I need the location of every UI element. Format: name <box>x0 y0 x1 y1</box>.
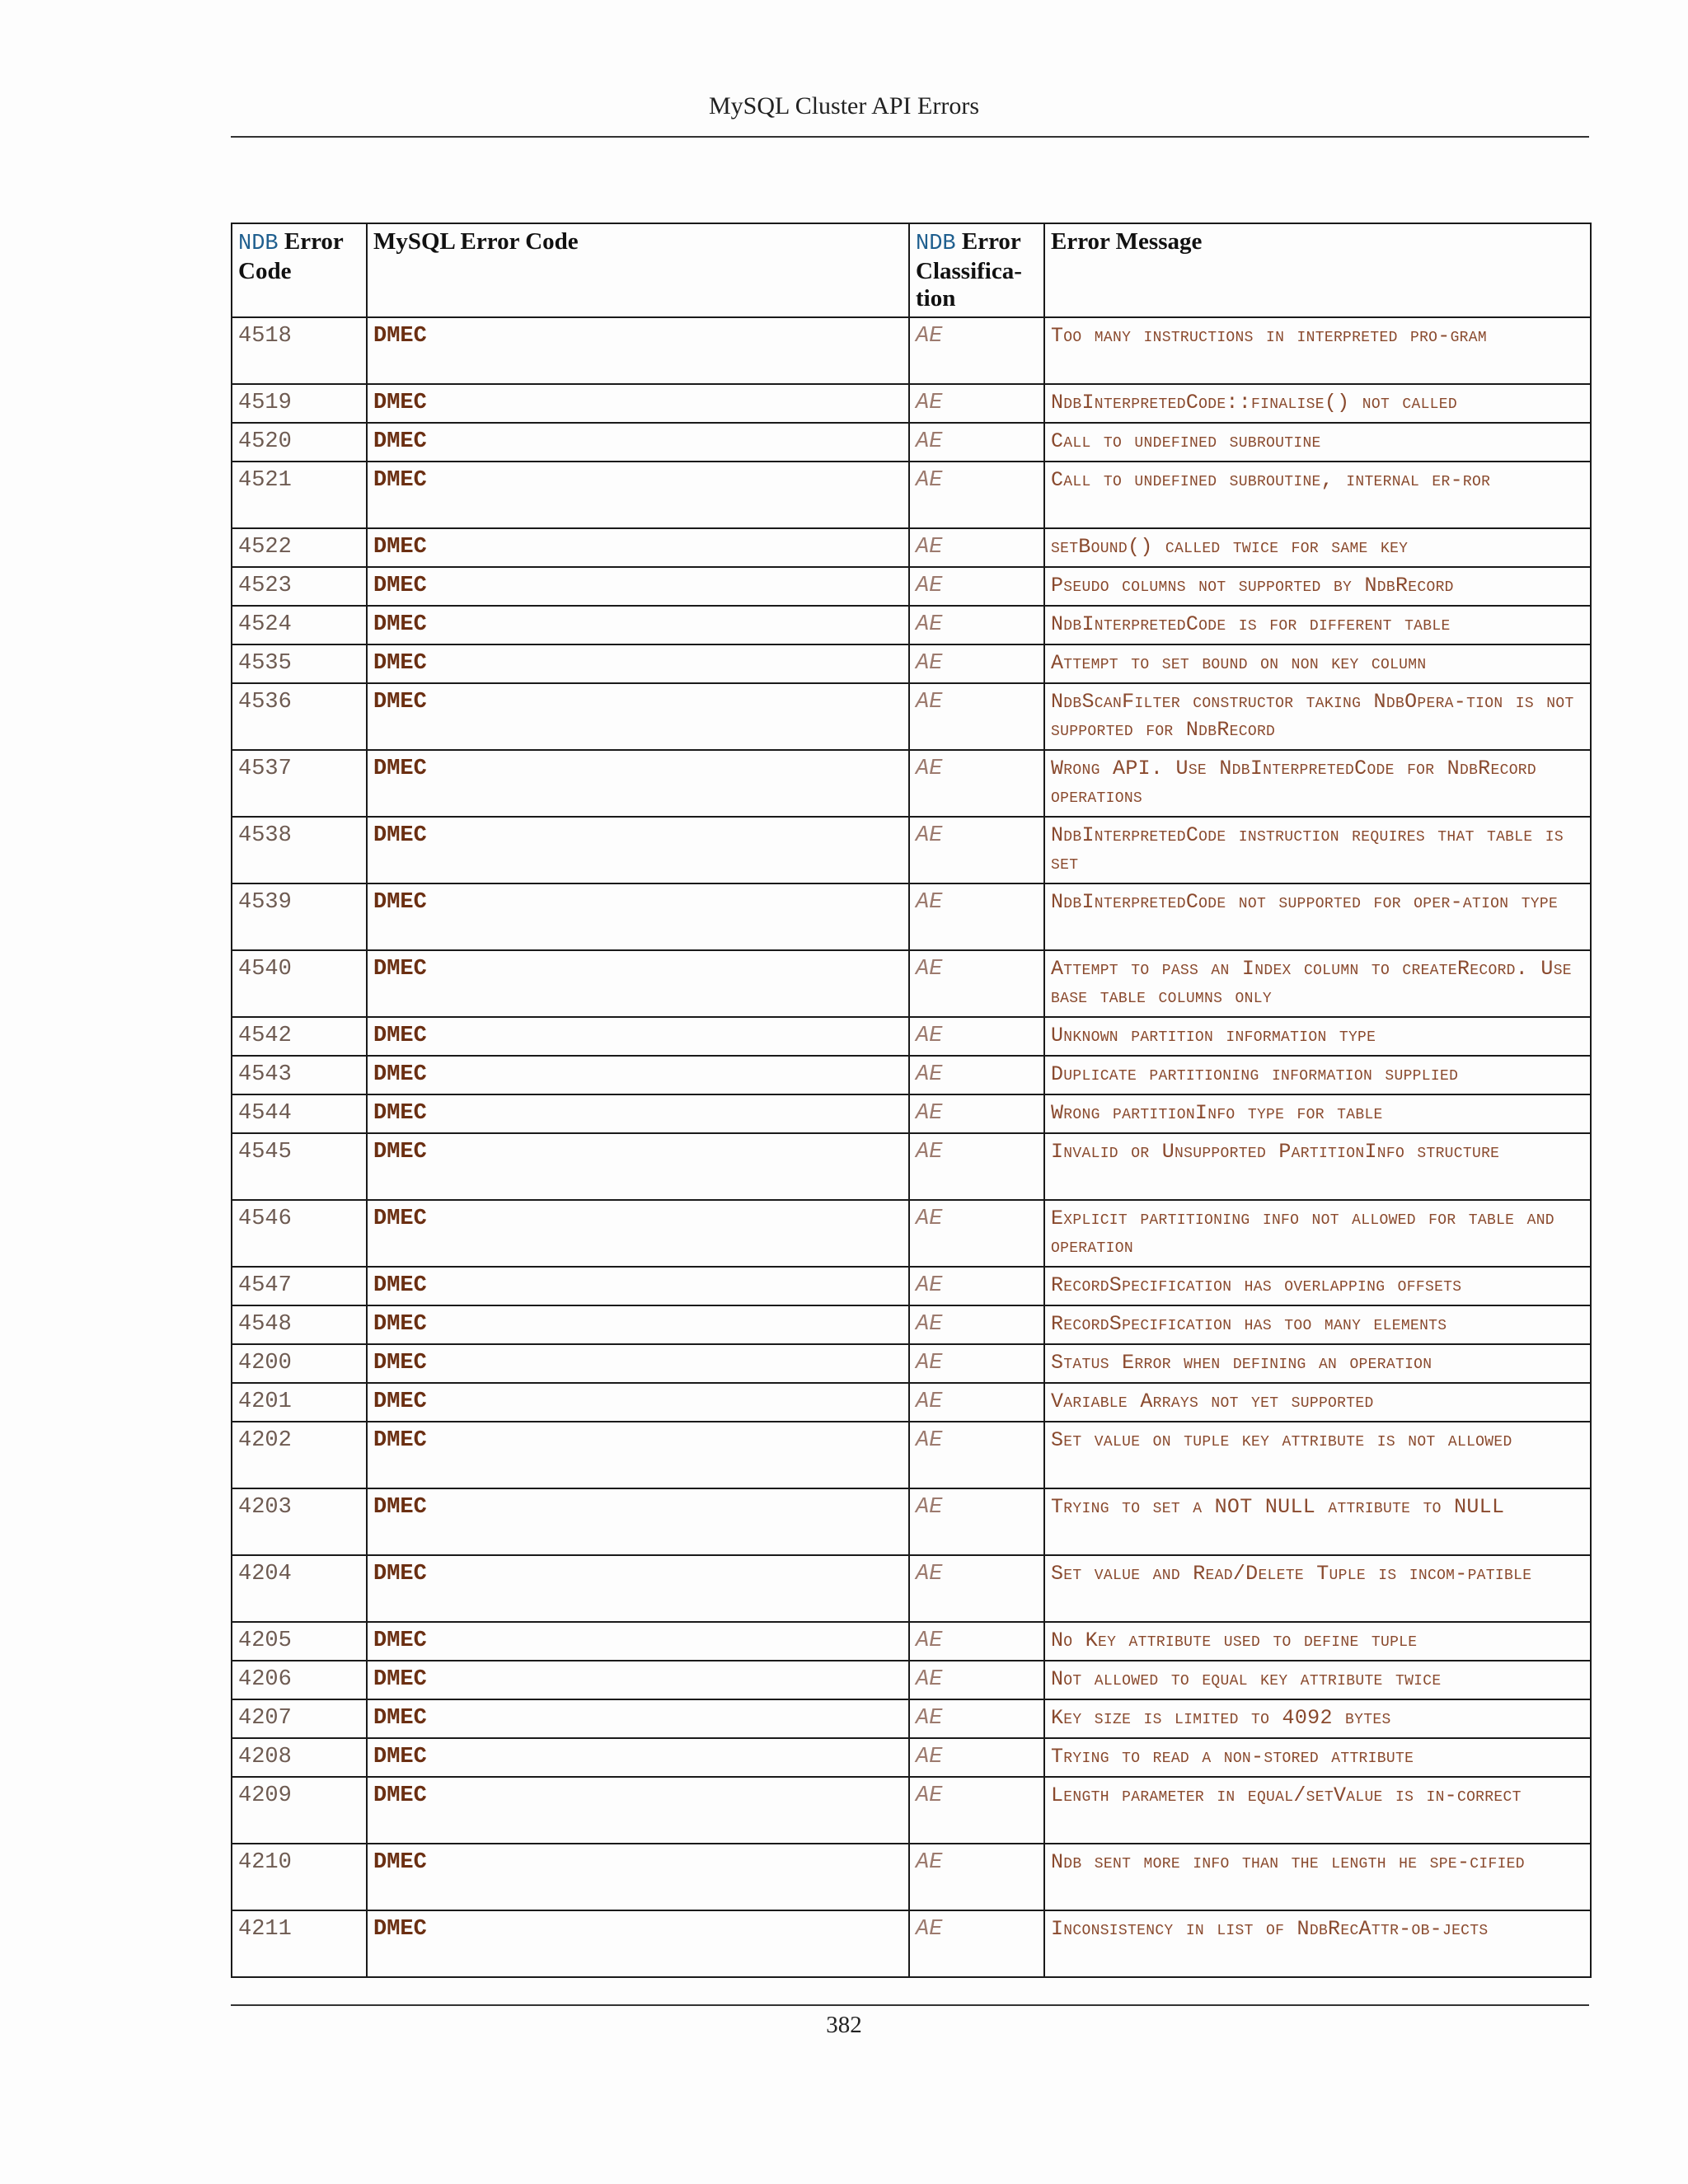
mysql-error-code-cell: DMEC <box>367 423 909 462</box>
header-rule <box>231 136 1589 138</box>
mysql-error-code-cell: DMEC <box>367 1422 909 1488</box>
table-row <box>232 1555 1591 1622</box>
mysql-error-code-cell: DMEC <box>367 1661 909 1699</box>
error-classification-cell: AE <box>909 1017 1044 1056</box>
col-header-error-message <box>1044 223 1591 317</box>
table-row <box>232 317 1591 384</box>
error-message-cell: setBound() called twice for same key <box>1044 528 1591 567</box>
ndb-error-code-cell: 4205 <box>232 1622 367 1661</box>
ndb-error-code-cell: 4522 <box>232 528 367 567</box>
table-row <box>232 644 1591 683</box>
error-classification-cell: AE <box>909 1555 1044 1622</box>
mysql-error-code-cell: DMEC <box>367 644 909 683</box>
table-row <box>232 683 1591 750</box>
error-classification-cell: AE <box>909 950 1044 1017</box>
table-row <box>232 1056 1591 1094</box>
mysql-error-code-cell: DMEC <box>367 606 909 644</box>
ndb-error-code-cell: 4519 <box>232 384 367 423</box>
ndb-error-code-cell: 4208 <box>232 1738 367 1777</box>
error-table-body <box>232 317 1591 1977</box>
error-classification-cell: AE <box>909 1622 1044 1661</box>
ndb-error-code-cell: 4206 <box>232 1661 367 1699</box>
ndb-error-code-cell: 4523 <box>232 567 367 606</box>
error-message-cell: Call to undefined subroutine, internal er-ror <box>1044 462 1591 528</box>
table-row <box>232 883 1591 950</box>
error-classification-cell: AE <box>909 883 1044 950</box>
ndb-error-code-cell: 4209 <box>232 1777 367 1844</box>
table-row <box>232 528 1591 567</box>
ndb-error-code-cell: 4543 <box>232 1056 367 1094</box>
mysql-error-code-cell: DMEC <box>367 1094 909 1133</box>
mysql-error-code-cell: DMEC <box>367 1200 909 1267</box>
page-number: 382 <box>826 2012 862 2038</box>
error-classification-cell: AE <box>909 817 1044 883</box>
table-row <box>232 1344 1591 1383</box>
ndb-error-code-cell: 4535 <box>232 644 367 683</box>
ndb-error-code-cell: 4538 <box>232 817 367 883</box>
mysql-error-code-cell: DMEC <box>367 1017 909 1056</box>
error-message-cell: Explicit partitioning info not allowed for table and operation <box>1044 1200 1591 1267</box>
error-classification-cell: AE <box>909 1200 1044 1267</box>
error-classification-cell: AE <box>909 1305 1044 1344</box>
error-message-cell: Inconsistency in list of NdbRecAttr-ob-jects <box>1044 1910 1591 1977</box>
ndb-error-code-cell: 4211 <box>232 1910 367 1977</box>
mysql-error-code-cell: DMEC <box>367 1699 909 1738</box>
table-row <box>232 1699 1591 1738</box>
error-message-cell: Not allowed to equal key attribute twice <box>1044 1661 1591 1699</box>
mysql-error-code-cell: DMEC <box>367 1910 909 1977</box>
col-header-mysql-error-code <box>367 223 909 317</box>
mysql-error-code-cell: DMEC <box>367 1844 909 1910</box>
table-row <box>232 1488 1591 1555</box>
ndb-error-code-cell: 4204 <box>232 1555 367 1622</box>
error-message-cell: Wrong API. Use NdbInterpretedCode for NdbRecord operations <box>1044 750 1591 817</box>
error-classification-cell: AE <box>909 683 1044 750</box>
footer-rule <box>231 2004 1589 2006</box>
mysql-error-code-cell: DMEC <box>367 1738 909 1777</box>
error-message-cell: Attempt to pass an Index column to createRecord. Use base table columns only <box>1044 950 1591 1017</box>
col-header-ndb-error-code <box>232 223 367 317</box>
mysql-error-code-cell: DMEC <box>367 883 909 950</box>
col-header-ndb-classification <box>909 223 1044 317</box>
error-classification-cell: AE <box>909 1488 1044 1555</box>
error-classification-cell: AE <box>909 750 1044 817</box>
error-table <box>231 223 1592 1978</box>
mysql-error-code-cell: DMEC <box>367 1344 909 1383</box>
error-message-cell: Trying to read a non-stored attribute <box>1044 1738 1591 1777</box>
error-message-cell: Ndb sent more info than the length he spe-cified <box>1044 1844 1591 1910</box>
col-header-label: MySQL Error Code <box>373 228 579 255</box>
table-row <box>232 1738 1591 1777</box>
error-message-cell: Set value and Read/Delete Tuple is incom-patible <box>1044 1555 1591 1622</box>
error-classification-cell: AE <box>909 1699 1044 1738</box>
ndb-error-code-cell: 4542 <box>232 1017 367 1056</box>
mysql-error-code-cell: DMEC <box>367 384 909 423</box>
error-table-header <box>232 223 1591 317</box>
table-row <box>232 1133 1591 1200</box>
mysql-error-code-cell: DMEC <box>367 1777 909 1844</box>
error-classification-cell: AE <box>909 1267 1044 1305</box>
ndb-error-code-cell: 4536 <box>232 683 367 750</box>
ndb-error-code-cell: 4200 <box>232 1344 367 1383</box>
error-classification-cell: AE <box>909 528 1044 567</box>
table-row <box>232 1094 1591 1133</box>
ndb-error-code-cell: 4548 <box>232 1305 367 1344</box>
table-row <box>232 817 1591 883</box>
ndb-error-code-cell: 4207 <box>232 1699 367 1738</box>
error-classification-cell: AE <box>909 1133 1044 1200</box>
mysql-error-code-cell: DMEC <box>367 1305 909 1344</box>
error-classification-cell: AE <box>909 1661 1044 1699</box>
error-classification-cell: AE <box>909 1056 1044 1094</box>
table-row <box>232 606 1591 644</box>
table-row <box>232 750 1591 817</box>
mysql-error-code-cell: DMEC <box>367 1267 909 1305</box>
table-row <box>232 1661 1591 1699</box>
table-row <box>232 1017 1591 1056</box>
error-message-cell: NdbInterpretedCode instruction requires that table is set <box>1044 817 1591 883</box>
ndb-error-code-cell: 4547 <box>232 1267 367 1305</box>
error-message-cell: Duplicate partitioning information supplied <box>1044 1056 1591 1094</box>
table-row <box>232 462 1591 528</box>
error-message-cell: NdbScanFilter constructor taking NdbOpera-tion is not supported for NdbRecord <box>1044 683 1591 750</box>
error-message-cell: Pseudo columns not supported by NdbRecord <box>1044 567 1591 606</box>
mysql-error-code-cell: DMEC <box>367 817 909 883</box>
table-row <box>232 1383 1591 1422</box>
ndb-error-code-cell: 4518 <box>232 317 367 384</box>
mysql-error-code-cell: DMEC <box>367 1555 909 1622</box>
error-classification-cell: AE <box>909 1344 1044 1383</box>
table-row <box>232 1422 1591 1488</box>
ndb-error-code-cell: 4545 <box>232 1133 367 1200</box>
error-message-cell: Length parameter in equal/setValue is in-correct <box>1044 1777 1591 1844</box>
error-classification-cell: AE <box>909 567 1044 606</box>
error-message-cell: RecordSpecification has overlapping offsets <box>1044 1267 1591 1305</box>
mysql-error-code-cell: DMEC <box>367 1133 909 1200</box>
error-classification-cell: AE <box>909 423 1044 462</box>
page-header-title: MySQL Cluster API Errors <box>708 92 980 120</box>
error-message-cell: RecordSpecification has too many elements <box>1044 1305 1591 1344</box>
error-message-cell: Trying to set a NOT NULL attribute to NULL <box>1044 1488 1591 1555</box>
mysql-error-code-cell: DMEC <box>367 683 909 750</box>
col-header-ndb-prefix: NDB <box>916 232 956 256</box>
error-message-cell: Unknown partition information type <box>1044 1017 1591 1056</box>
error-classification-cell: AE <box>909 1777 1044 1844</box>
table-row <box>232 1910 1591 1977</box>
ndb-error-code-cell: 4539 <box>232 883 367 950</box>
ndb-error-code-cell: 4203 <box>232 1488 367 1555</box>
mysql-error-code-cell: DMEC <box>367 462 909 528</box>
ndb-error-code-cell: 4540 <box>232 950 367 1017</box>
table-row <box>232 423 1591 462</box>
table-row <box>232 567 1591 606</box>
table-row <box>232 1844 1591 1910</box>
error-classification-cell: AE <box>909 462 1044 528</box>
ndb-error-code-cell: 4524 <box>232 606 367 644</box>
col-header-ndb-prefix: NDB <box>238 232 279 256</box>
mysql-error-code-cell: DMEC <box>367 528 909 567</box>
error-message-cell: Call to undefined subroutine <box>1044 423 1591 462</box>
error-classification-cell: AE <box>909 1422 1044 1488</box>
error-message-cell: Variable Arrays not yet supported <box>1044 1383 1591 1422</box>
error-message-cell: Too many instructions in interpreted pro-gram <box>1044 317 1591 384</box>
table-row <box>232 384 1591 423</box>
table-row <box>232 1200 1591 1267</box>
header-row <box>232 223 1591 317</box>
error-classification-cell: AE <box>909 384 1044 423</box>
table-row <box>232 1305 1591 1344</box>
error-classification-cell: AE <box>909 317 1044 384</box>
error-message-cell: NdbInterpretedCode::finalise() not called <box>1044 384 1591 423</box>
error-message-cell: Status Error when defining an operation <box>1044 1344 1591 1383</box>
error-message-cell: Wrong partitionInfo type for table <box>1044 1094 1591 1133</box>
ndb-error-code-cell: 4202 <box>232 1422 367 1488</box>
ndb-error-code-cell: 4210 <box>232 1844 367 1910</box>
ndb-error-code-cell: 4537 <box>232 750 367 817</box>
error-message-cell: Attempt to set bound on non key column <box>1044 644 1591 683</box>
col-header-label: Error Classifica-tion <box>916 228 1022 312</box>
table-row <box>232 950 1591 1017</box>
mysql-error-code-cell: DMEC <box>367 317 909 384</box>
table-row <box>232 1622 1591 1661</box>
error-classification-cell: AE <box>909 1910 1044 1977</box>
ndb-error-code-cell: 4546 <box>232 1200 367 1267</box>
ndb-error-code-cell: 4544 <box>232 1094 367 1133</box>
error-classification-cell: AE <box>909 1383 1044 1422</box>
mysql-error-code-cell: DMEC <box>367 750 909 817</box>
error-message-cell: NdbInterpretedCode is for different table <box>1044 606 1591 644</box>
mysql-error-code-cell: DMEC <box>367 1622 909 1661</box>
mysql-error-code-cell: DMEC <box>367 1488 909 1555</box>
mysql-error-code-cell: DMEC <box>367 1383 909 1422</box>
error-classification-cell: AE <box>909 1738 1044 1777</box>
error-classification-cell: AE <box>909 1844 1044 1910</box>
mysql-error-code-cell: DMEC <box>367 567 909 606</box>
error-classification-cell: AE <box>909 606 1044 644</box>
error-message-cell: No Key attribute used to define tuple <box>1044 1622 1591 1661</box>
mysql-error-code-cell: DMEC <box>367 950 909 1017</box>
error-message-cell: Invalid or Unsupported PartitionInfo structure <box>1044 1133 1591 1200</box>
ndb-error-code-cell: 4520 <box>232 423 367 462</box>
error-message-cell: Set value on tuple key attribute is not allowed <box>1044 1422 1591 1488</box>
error-classification-cell: AE <box>909 644 1044 683</box>
error-message-cell: NdbInterpretedCode not supported for oper-ation type <box>1044 883 1591 950</box>
table-row <box>232 1267 1591 1305</box>
error-message-cell: Key size is limited to 4092 bytes <box>1044 1699 1591 1738</box>
mysql-error-code-cell: DMEC <box>367 1056 909 1094</box>
ndb-error-code-cell: 4201 <box>232 1383 367 1422</box>
error-classification-cell: AE <box>909 1094 1044 1133</box>
col-header-label: Error Code <box>238 228 344 284</box>
table-row <box>232 1777 1591 1844</box>
col-header-label: Error Message <box>1051 228 1203 255</box>
ndb-error-code-cell: 4521 <box>232 462 367 528</box>
